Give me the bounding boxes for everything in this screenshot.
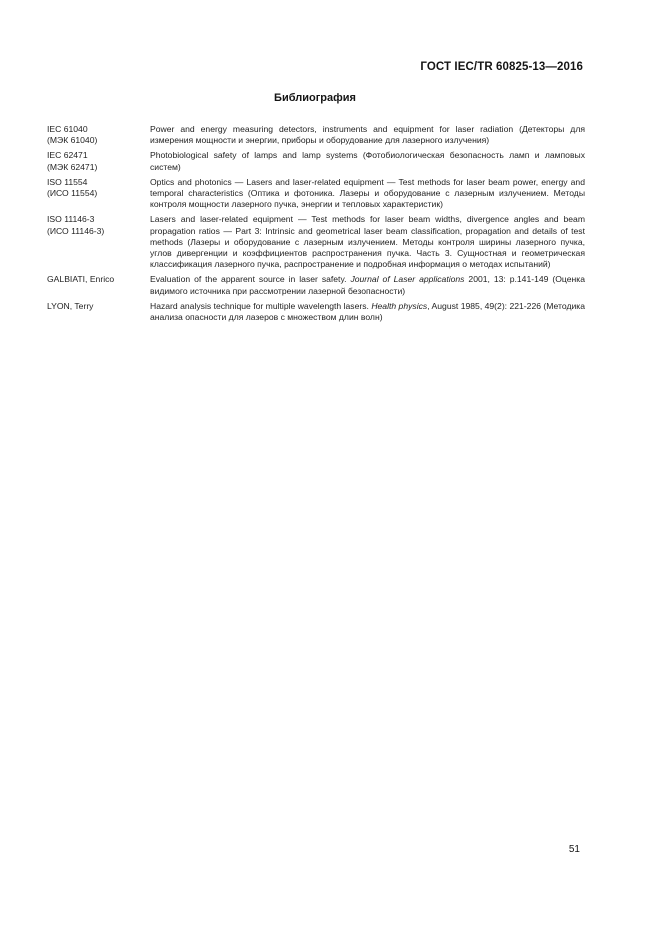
bibliography-entry — [47, 301, 585, 323]
document-code: ГОСТ IEC/TR 60825-13—2016 — [420, 61, 583, 73]
reference-primary: ISO 11554 — [47, 176, 88, 187]
bibliography-text-after: , August 1985, 49(2): 221-226 (Методика анализа опасности для лазеров с множеством длин волн) — [150, 300, 585, 323]
bibliography-text — [150, 274, 585, 296]
bibliography-reference — [47, 274, 150, 285]
reference-primary: ISO 11146-3 — [47, 214, 95, 225]
reference-primary: IEC 61040 — [47, 124, 88, 134]
bibliography-text: Optics and photonics — Lasers and laser-related equipment — Test methods for laser beam power, energy and temporal characteristics (Оптика и фотоника. Лазеры и оборудование с лазерным излучением. Методы контроля мощности лазерного пучка, энергии и тепловых характеристик) — [150, 176, 585, 210]
reference-secondary: (МЭК 61040) — [47, 135, 98, 146]
bibliography-text: Photobiological safety of lamps and lamp systems (Фотобиологическая безопасность ламп и ламповых систем) — [150, 150, 585, 172]
bibliography-entry — [47, 124, 585, 146]
bibliography-reference — [47, 124, 150, 146]
page-number: 51 — [568, 844, 580, 855]
bibliography-reference — [47, 301, 150, 312]
bibliography-entry — [47, 274, 585, 296]
reference-secondary: (ИСО 11554) — [47, 188, 98, 199]
reference-primary: GALBIATI, Enrico — [47, 274, 115, 285]
reference-secondary: (ИСО 11146-3) — [47, 225, 105, 236]
bibliography-reference — [47, 177, 150, 199]
bibliography-entry — [47, 214, 585, 270]
bibliography-entry — [47, 177, 585, 211]
bibliography-text-after: 2001, 13: p.141-149 (Оценка видимого источника при рассмотрении лазерной безопасности) — [150, 274, 586, 296]
bibliography-entry — [47, 150, 585, 172]
journal-title: Health physics — [371, 300, 428, 311]
bibliography-reference — [47, 150, 150, 172]
bibliography-text: Power and energy measuring detectors, instruments and equipment for laser radiation (Детекторы для измерения мощности и энергии, приборы и оборудование для лазерного излучения) — [150, 124, 585, 146]
reference-primary: LYON, Terry — [47, 300, 94, 311]
reference-primary: IEC 62471 — [47, 150, 88, 161]
bibliography-text: Lasers and laser-related equipment — Test methods for laser beam widths, divergence angles and beam propagation ratios — Part 3: Intrinsic and geometrical laser beam classification, propagation and details of test methods (Лазеры и оборудование с лазерным излучением. Методы контроля ширины лазерного пучка, углов дивергенции и коэффициентов распространения пучка. Часть 3. Сущностная и геометрическая классификация лазерного пучка, распространение и подробная информация о методах испытаний) — [150, 214, 585, 270]
journal-title: Journal of Laser applications — [350, 274, 465, 285]
bibliography-reference — [47, 214, 150, 236]
bibliography-text — [150, 301, 585, 323]
reference-secondary: (МЭК 62471) — [47, 161, 98, 172]
bibliography-text-before: Evaluation of the apparent source in laser safety. — [150, 274, 351, 285]
section-title: Библиография — [274, 92, 356, 104]
bibliography-list — [47, 124, 585, 327]
bibliography-text-before: Hazard analysis technique for multiple wavelength lasers. — [150, 300, 372, 311]
